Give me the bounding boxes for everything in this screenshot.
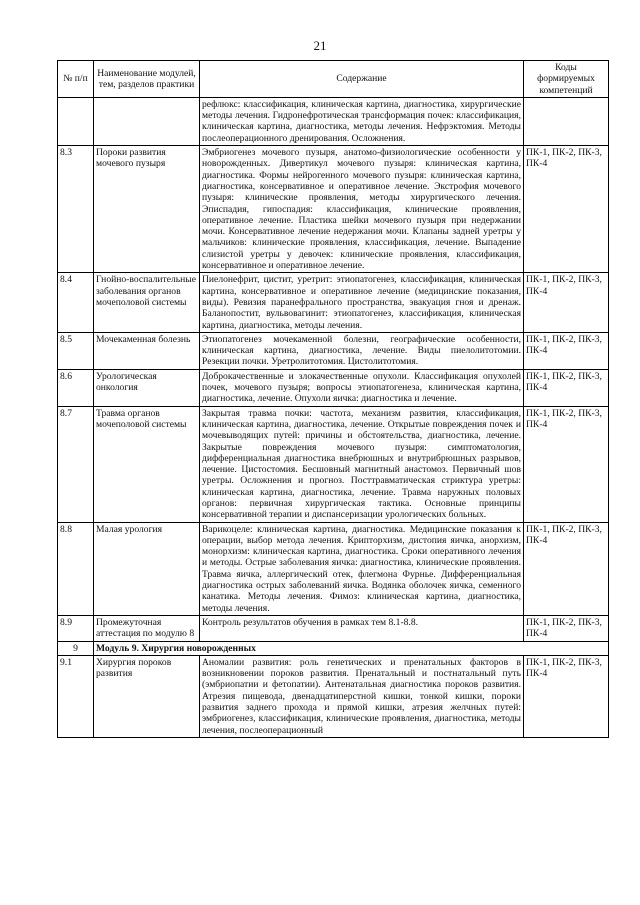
row-num: 8.9 — [58, 615, 94, 641]
table-row-continuation — [58, 97, 609, 145]
table-row — [58, 273, 609, 332]
row-codes: ПК-1, ПК-2, ПК-3, ПК-4 — [524, 369, 609, 406]
table-row — [58, 615, 609, 641]
row-content: Эмбриогенез мочевого пузыря, анатомо-физиологические особенности у новорожденных. Дивертикул мочевого пузыря: клиническая картина, диагностика. Формы нейрогенного мочевого пузыря: клиническая картина, диагностика, консервативное и оперативное лечение. Экстрофия мочевого пузыря: клинические проявления, методы хирургического лечения. Эписпадия, гипоспадия: классификация, клинические проявления, оперативное лечение. Пластика шейки мочевого пузыря при недержании мочи. Консервативное лечение недержания мочи. Клапаны задней уретры у мальчиков: клинические проявления, классификация, лечение. Выпадение слизистой уретры у девочек: клинические проявления, классификация, консервативное и оперативное лечение. — [200, 146, 524, 273]
curriculum-table — [57, 60, 609, 738]
row-codes: ПК-1, ПК-2, ПК-3, ПК-4 — [524, 146, 609, 273]
row-name: Урологическая онкология — [94, 369, 200, 406]
row-num: 8.5 — [58, 332, 94, 369]
row-content: рефлюкс: классификация, клиническая картина, диагностика, хирургические методы лечения. Гидронефротическая трансформация почек: классификация, клиническая картина, диагностика, методы лечения. Нефрэктомия. Методы послеоперационного дренирования. Осложнения. — [200, 97, 524, 145]
row-num: 8.7 — [58, 406, 94, 522]
row-name: Гнойно-воспалительные заболевания органов мочеполовой системы — [94, 273, 200, 332]
row-codes: ПК-1, ПК-2, ПК-3, ПК-4 — [524, 655, 609, 737]
table-row — [58, 655, 609, 737]
table-row — [58, 406, 609, 522]
table-row — [58, 332, 609, 369]
row-content: Пиелонефрит, цистит, уретрит: этиопатогенез, классификация, клиническая картина, консервативное и оперативное лечение (медицинские показания, виды). Ревизия паранефрального пространства, эвакуация гноя и дренаж. Баланопостит, вульвовагинит: этиопатогенез, классификация, клиническая картина, диагностика, методы лечения. — [200, 273, 524, 332]
table-row — [58, 146, 609, 273]
header-content: Содержание — [200, 61, 524, 98]
row-content: Доброкачественные и злокачественные опухоли. Классификация опухолей почек, мочевого пузыря; вопросы этиопатогенеза, клиническая картина, диагностика, лечение. Опухоли яичка: диагностика и лечение. — [200, 369, 524, 406]
module-title: Модуль 9. Хирургия новорожденных — [94, 641, 609, 655]
table-row — [58, 522, 609, 615]
row-content: Этиопатогенез мочекаменной болезни, географические особенности, клиническая картина, диагностика, лечение. Виды пиелолитотомии. Резекции почки. Уретролитотомия. Цистолитотомия. — [200, 332, 524, 369]
row-name — [94, 97, 200, 145]
row-name: Малая урология — [94, 522, 200, 615]
header-num: № п/п — [58, 61, 94, 98]
row-name: Мочекаменная болезнь — [94, 332, 200, 369]
row-codes: ПК-1, ПК-2, ПК-3, ПК-4 — [524, 615, 609, 641]
row-name: Пороки развития мочевого пузыря — [94, 146, 200, 273]
row-codes: ПК-1, ПК-2, ПК-3, ПК-4 — [524, 332, 609, 369]
module-row — [58, 641, 609, 655]
row-name: Хирургия пороков развития — [94, 655, 200, 737]
row-content: Аномалии развития: роль генетических и пренатальных факторов в возникновении пороков развития. Пренатальный и постнатальный путь (эмбриопатии и фетопатии). Антенатальная диагностика пороков развития. Атрезия пищевода, двенадцатиперстной кишки, тонкой кишки, пороки развития заднего прохода и прямой кишки, атрезия желчных путей: эмбриогенез, классификация, клинические проявления, диагностика, методы лечения, послеоперационный — [200, 655, 524, 737]
module-num: 9 — [58, 641, 94, 655]
table-header-row — [58, 61, 609, 98]
header-name: Наименование модулей, тем, разделов практики — [94, 61, 200, 98]
row-content: Варикоцеле: клиническая картина, диагностика. Медицинские показания к операции, выбор метода лечения. Крипторхизм, дистопия яичка, анорхизм, монорхизм: клиническая картина, диагностика. Сроки оперативного лечения и методы. Острые заболевания яичка: диагностика, клинические проявления. Травма яичка, аллергический отек, флегмона Фурнье. Дифференциальная диагностика острых заболеваний яичка. Водянка оболочек яичка, семенного канатика. Методы лечения. Фимоз: клиническая картина, диагностика, методы лечения. — [200, 522, 524, 615]
row-num — [58, 97, 94, 145]
row-num: 9.1 — [58, 655, 94, 737]
row-content: Закрытая травма почки: частота, механизм развития, классификация, клиническая картина, диагностика, лечение. Открытые повреждения почек и мочевыводящих путей: причины и обстоятельства, диагностика, лечение. Закрытые повреждения мочевого пузыря: симптоматология, дифференциальная диагностика внебрюшных и внутрибрюшных разрывов, лечение. Цистостомия. Бесшовный магнитный анастомоз. Первичный шов уретры. Осложнения и прогноз. Посттравматическая стриктура уретры: клиническая картина, диагностика, лечение. Травма наружных половых органов: первичная хирургическая тактика. Основные принципы консервативной терапии и диспансеризации урологических больных. — [200, 406, 524, 522]
row-name: Травма органов мочеполовой системы — [94, 406, 200, 522]
row-num: 8.3 — [58, 146, 94, 273]
row-num: 8.8 — [58, 522, 94, 615]
row-num: 8.4 — [58, 273, 94, 332]
header-codes: Коды формируемых компетенций — [524, 61, 609, 98]
row-content: Контроль результатов обучения в рамках тем 8.1-8.8. — [200, 615, 524, 641]
row-codes: ПК-1, ПК-2, ПК-3, ПК-4 — [524, 406, 609, 522]
row-codes: ПК-1, ПК-2, ПК-3, ПК-4 — [524, 273, 609, 332]
page-number: 21 — [313, 38, 327, 53]
row-codes — [524, 97, 609, 145]
table-row — [58, 369, 609, 406]
row-num: 8.6 — [58, 369, 94, 406]
row-name: Промежуточная аттестация по модулю 8 — [94, 615, 200, 641]
row-codes: ПК-1, ПК-2, ПК-3, ПК-4 — [524, 522, 609, 615]
